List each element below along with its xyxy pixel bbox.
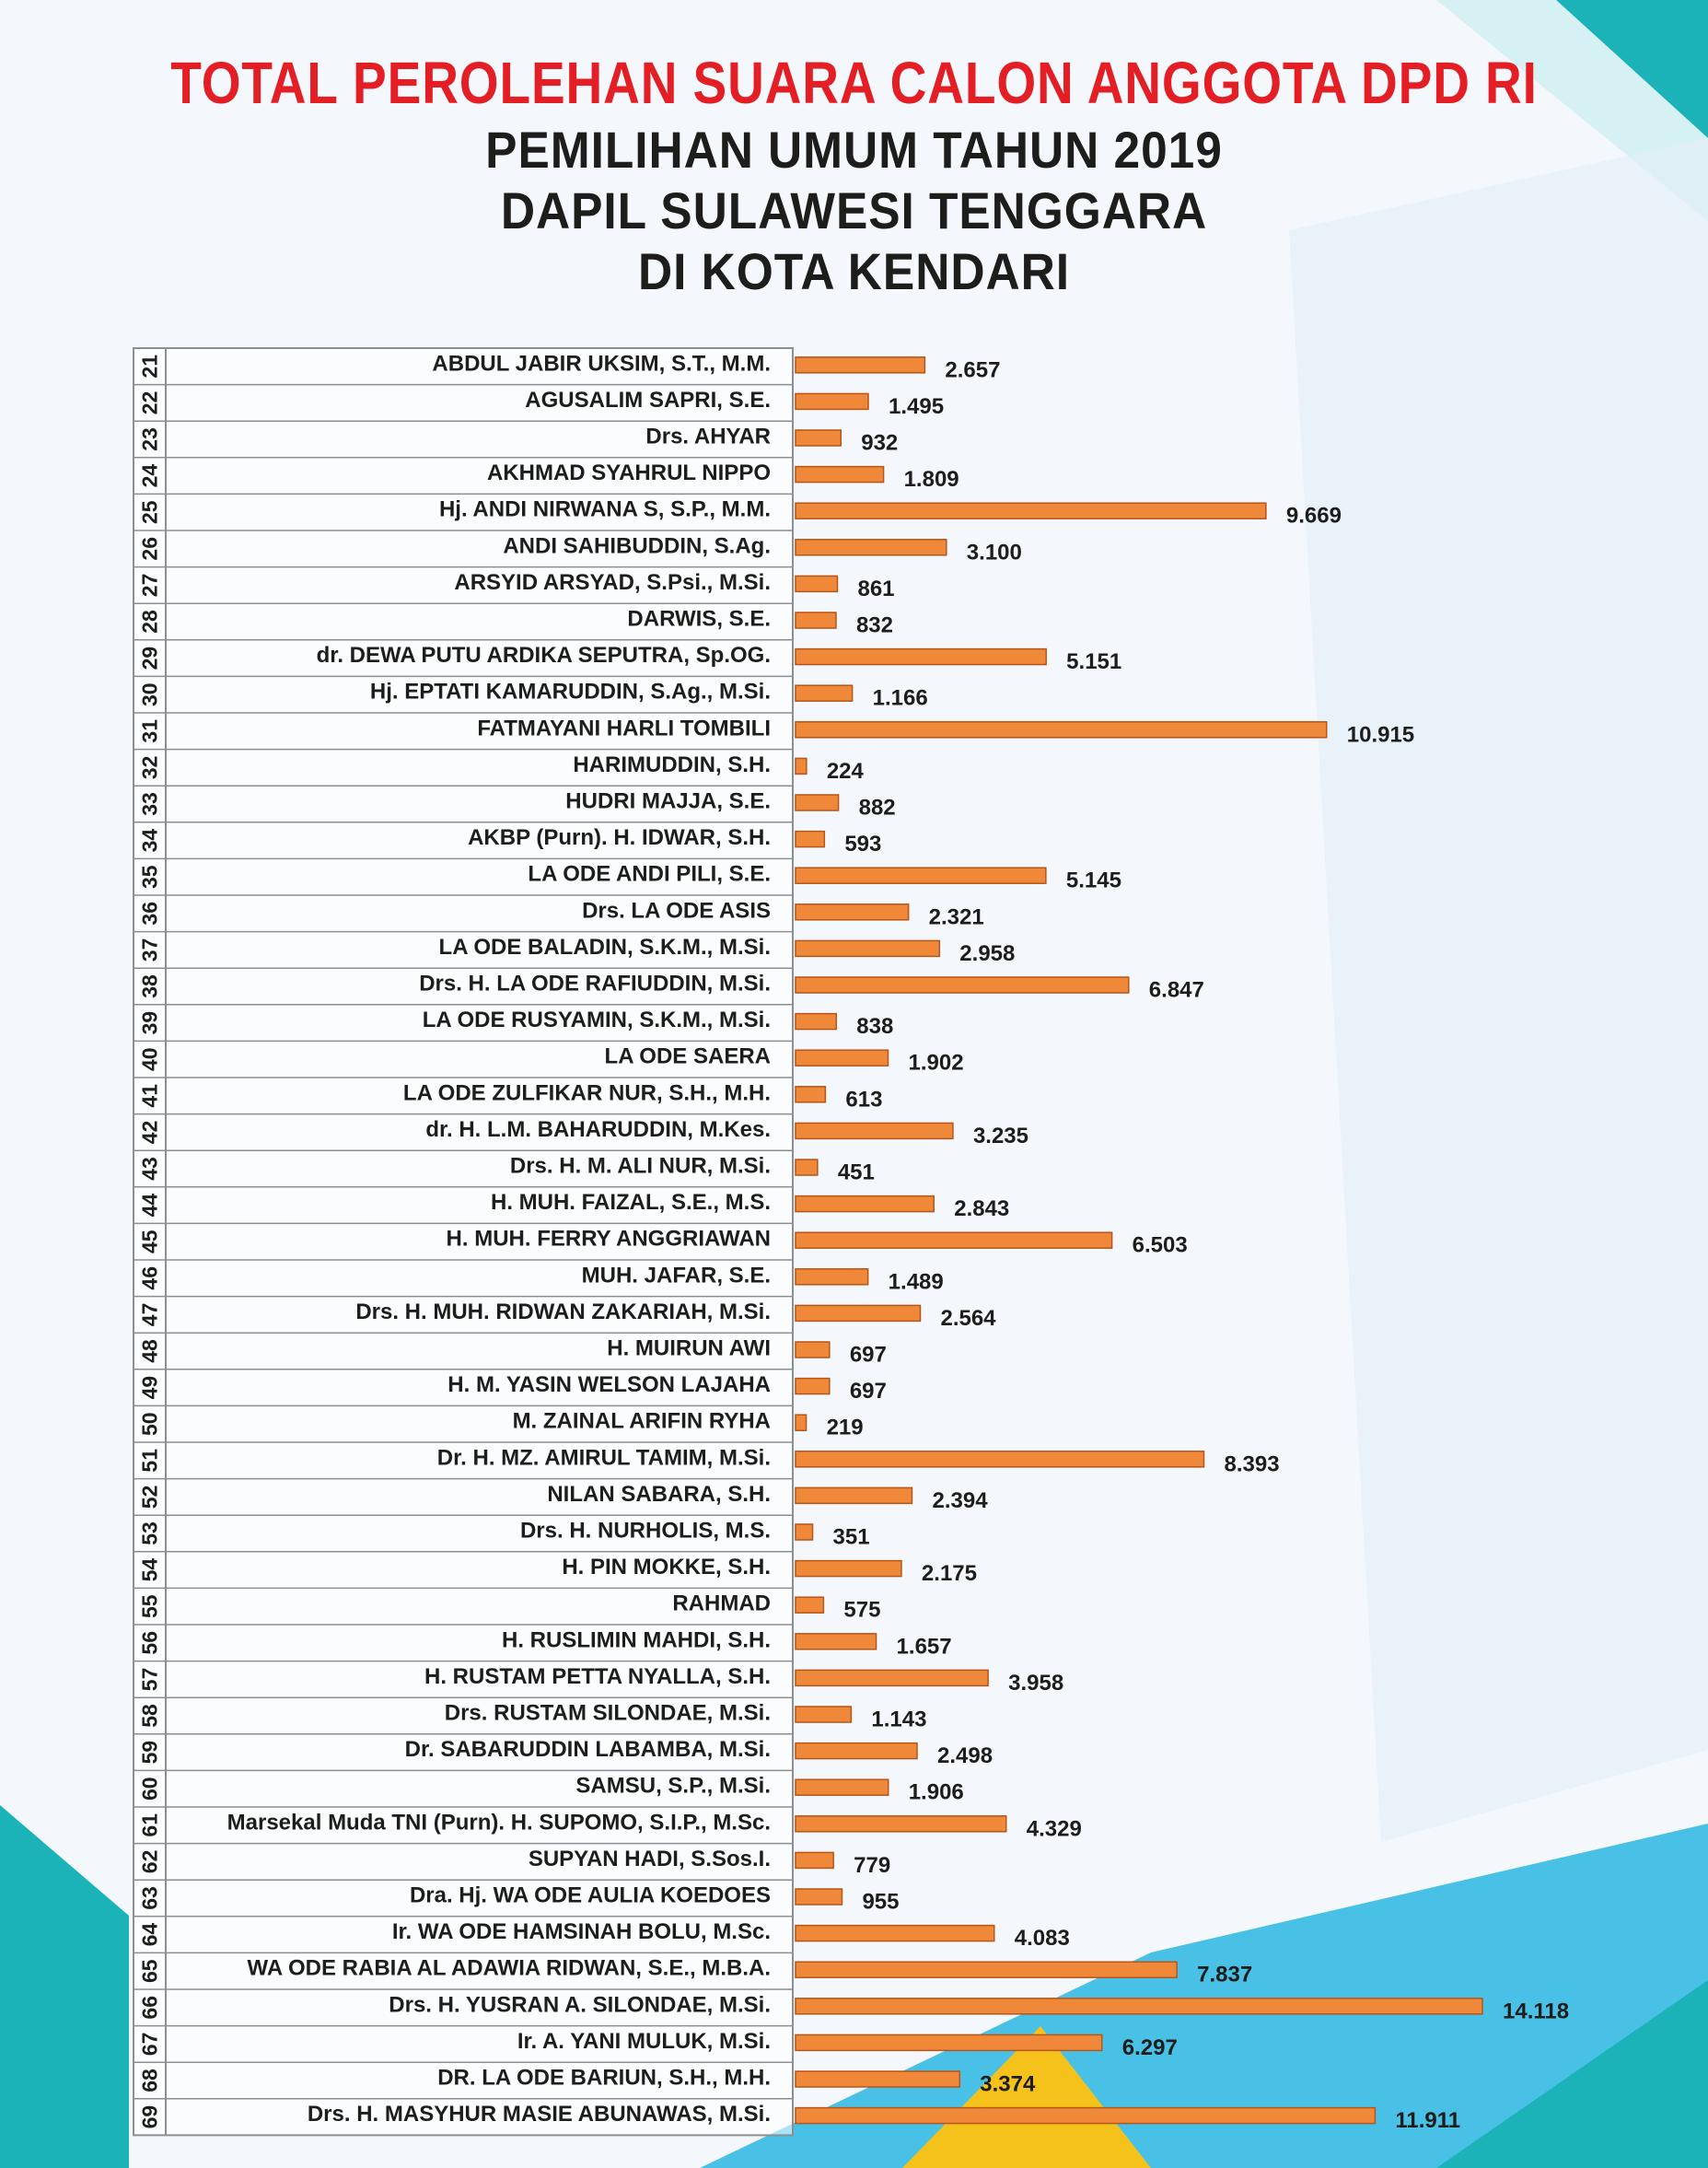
vote-bar [796,1379,830,1394]
vote-bar [796,795,839,810]
vote-bar [796,977,1129,993]
candidate-number: 63 [137,1886,162,1910]
vote-value-label: 613 [845,1087,883,1113]
candidate-number: 68 [137,2069,162,2092]
vote-value-label: 2.958 [959,940,1016,966]
vote-value-label: 697 [849,1342,887,1368]
candidate-number: 37 [137,938,162,962]
vote-value-label: 6.297 [1121,2034,1178,2060]
candidate-name: Dra. Hj. WA ODE AULIA KOEDOES [409,1882,771,1908]
vote-bar [796,1962,1177,1977]
candidate-number: 39 [137,1010,162,1035]
candidate-number: 40 [137,1047,162,1071]
vote-bar [796,1451,1203,1467]
candidate-name: Dr. H. MZ. AMIRUL TAMIM, M.Si. [436,1445,771,1471]
candidate-number: 46 [137,1266,162,1290]
vote-value-label: 2.498 [936,1743,993,1769]
candidate-number: 61 [137,1813,162,1837]
candidate-number: 67 [137,2032,162,2057]
vote-value-label: 882 [858,795,896,821]
candidate-name: FATMAYANI HARLI TOMBILI [477,716,771,741]
candidate-number: 43 [137,1157,162,1181]
candidate-name: LA ODE RUSYAMIN, S.K.M., M.Si. [422,1008,771,1033]
candidate-name: dr. DEWA PUTU ARDIKA SEPUTRA, Sp.OG. [316,643,771,669]
vote-value-label: 838 [856,1014,894,1040]
vote-value-label: 1.657 [896,1634,952,1660]
candidate-name: Ir. A. YANI MULUK, M.Si. [517,2028,771,2054]
vote-bar [796,1196,934,1212]
vote-bar [796,758,807,774]
candidate-number: 49 [137,1375,162,1400]
vote-value-label: 219 [826,1415,864,1440]
candidate-name: Drs. LA ODE ASIS [582,898,771,924]
candidate-name: LA ODE BALADIN, S.K.M., M.Si. [438,934,771,960]
candidate-number: 28 [137,610,162,634]
candidate-name: Drs. H. LA ODE RAFIUDDIN, M.Si. [419,971,771,997]
vote-value-label: 861 [857,576,895,601]
vote-value-label: 955 [862,1889,900,1915]
candidate-name: Dr. SABARUDDIN LABAMBA, M.Si. [404,1737,771,1763]
candidate-number: 33 [137,792,162,816]
candidate-name: Drs. RUSTAM SILONDAE, M.Si. [444,1700,771,1726]
vote-value-label: 3.235 [972,1123,1029,1148]
candidate-name: ANDI SAHIBUDDIN, S.Ag. [503,533,771,559]
vote-bar [796,467,884,483]
candidate-name: Drs. H. NURHOLIS, M.S. [519,1518,771,1544]
vote-bar [796,685,853,701]
vote-bar [796,430,841,446]
vote-value-label: 832 [855,612,894,638]
vote-bar [796,1415,807,1430]
vote-value-label: 575 [843,1597,881,1623]
vote-bar [796,1050,889,1066]
vote-bar [796,1160,818,1175]
candidate-name: LA ODE ZULFIKAR NUR, S.H., M.H. [402,1080,771,1106]
candidate-number: 55 [137,1594,162,1618]
vote-value-label: 932 [861,430,899,456]
vote-value-label: 593 [844,832,882,857]
candidate-number: 52 [137,1485,162,1509]
vote-value-label: 1.495 [888,393,945,419]
vote-bar [796,1597,823,1613]
vote-bar [796,1816,1006,1832]
vote-bar [796,1269,868,1285]
vote-bar [796,393,868,409]
candidate-number: 29 [137,646,162,670]
candidate-name: Hj. ANDI NIRWANA S, S.P., M.M. [438,496,771,522]
vote-value-label: 1.906 [908,1779,964,1805]
vote-bar [796,1342,830,1358]
candidate-number: 66 [137,1996,162,2020]
vote-bar [796,503,1266,519]
vote-value-label: 5.151 [1066,649,1122,675]
vote-value-label: 7.837 [1197,1962,1253,1987]
vote-value-label: 1.166 [872,685,928,711]
candidate-name: DR. LA ODE BARIUN, S.H., M.H. [437,2065,771,2091]
candidate-name: WA ODE RABIA AL ADAWIA RIDWAN, S.E., M.B.A. [247,1955,771,1981]
candidate-number: 47 [137,1302,162,1327]
candidate-number: 25 [137,500,162,524]
vote-value-label: 4.329 [1026,1816,1082,1842]
candidate-name: ABDUL JABIR UKSIM, S.T., M.M. [432,351,771,377]
vote-value-label: 2.394 [932,1487,988,1513]
vote-bar [796,1779,889,1795]
vote-value-label: 1.143 [871,1707,927,1732]
candidate-name: Hj. EPTATI KAMARUDDIN, S.Ag., M.Si. [369,679,771,705]
vote-value-label: 4.083 [1014,1926,1070,1952]
vote-value-label: 8.393 [1224,1451,1280,1477]
vote-bar [796,1634,877,1649]
vote-value-label: 3.958 [1008,1670,1064,1696]
candidate-number: 62 [137,1849,162,1874]
vote-bar [796,649,1046,665]
vote-value-label: 351 [832,1524,870,1550]
vote-bar [796,1014,836,1030]
candidate-name: RAHMAD [672,1591,771,1616]
vote-bar [796,357,924,373]
vote-bar [796,576,837,591]
candidate-name: dr. H. L.M. BAHARUDDIN, M.Kes. [425,1116,771,1142]
vote-bar [796,1999,1482,2014]
candidate-name: LA ODE ANDI PILI, S.E. [528,861,771,887]
candidate-name: H. PIN MOKKE, S.H. [562,1555,771,1580]
vote-bar [796,540,947,555]
vote-bar [796,1123,953,1138]
candidate-number: 57 [137,1667,162,1692]
candidate-number: 22 [137,390,162,415]
candidate-name: Drs. H. MUH. RIDWAN ZAKARIAH, M.Si. [355,1299,771,1324]
candidate-name: Drs. H. M. ALI NUR, M.Si. [509,1153,771,1179]
candidate-number: 24 [137,463,162,488]
vote-value-label: 2.657 [945,357,1001,383]
vote-bar [796,722,1327,738]
candidate-name: H. RUSLIMIN MAHDI, S.H. [502,1627,771,1653]
candidate-name: Ir. WA ODE HAMSINAH BOLU, M.Sc. [391,1919,771,1945]
vote-value-label: 1.809 [903,467,959,493]
candidate-name: Drs. AHYAR [645,424,771,449]
candidate-number: 41 [137,1084,162,1108]
vote-bar [796,940,939,956]
candidate-number: 27 [137,573,162,598]
candidate-number: 53 [137,1521,162,1545]
vote-bar [796,1487,912,1503]
vote-value-label: 5.145 [1065,868,1121,893]
vote-value-label: 1.902 [908,1050,964,1076]
candidate-number: 50 [137,1412,162,1436]
candidate-name: ARSYID ARSYAD, S.Psi., M.Si. [454,569,771,595]
candidate-name: AKHMAD SYAHRUL NIPPO [486,460,771,486]
candidate-number: 31 [137,719,162,743]
vote-bar [796,2071,959,2087]
candidate-name: H. MUIRUN AWI [607,1335,771,1361]
candidate-number: 56 [137,1631,162,1655]
candidate-number: 21 [137,355,162,379]
candidate-number: 32 [137,755,162,780]
candidate-number: 35 [137,865,162,889]
candidate-name: MUH. JAFAR, S.E. [581,1263,771,1288]
candidate-number: 51 [137,1449,162,1473]
candidate-number: 34 [137,828,162,853]
vote-value-label: 451 [837,1160,875,1185]
vote-bar [796,2108,1375,2124]
vote-value-label: 697 [849,1379,887,1405]
vote-value-label: 6.503 [1132,1232,1188,1258]
candidate-number: 23 [137,427,162,451]
vote-bar [796,904,909,920]
candidate-number: 64 [137,1922,162,1947]
vote-bar [796,1232,1112,1248]
vote-bar [796,1305,920,1321]
subtitle-line-2: DAPIL SULAWESI TENGGARA [500,181,1208,239]
candidate-number: 42 [137,1120,162,1145]
vote-value-label: 14.118 [1503,1999,1570,2024]
vote-value-label: 779 [854,1852,891,1878]
vote-bar [796,612,836,628]
candidate-name: H. MUH. FERRY ANGGRIAWAN [446,1226,771,1252]
vote-bar [796,1743,917,1759]
vote-bar [796,1852,833,1868]
candidate-name: SAMSU, S.P., M.Si. [575,1773,771,1799]
candidate-name: SUPYAN HADI, S.Sos.I. [528,1846,771,1871]
vote-value-label: 2.321 [928,904,984,930]
vote-value-label: 3.374 [980,2071,1036,2097]
candidate-number: 69 [137,2104,162,2129]
subtitle-line-3: DI KOTA KENDARI [638,242,1070,300]
vote-bar [796,1707,851,1722]
vote-value-label: 6.847 [1148,977,1204,1003]
vote-bar [796,1524,813,1540]
candidate-name: H. RUSTAM PETTA NYALLA, S.H. [424,1663,771,1689]
candidate-number: 54 [137,1557,162,1582]
chart-title: TOTAL PEROLEHAN SUARA CALON ANGGOTA DPD RI [170,50,1538,116]
candidate-name: H. MUH. FAIZAL, S.E., M.S. [490,1190,771,1216]
candidate-number: 26 [137,537,162,561]
vote-bar [796,868,1046,883]
candidate-name: Drs. H. YUSRAN A. SILONDAE, M.Si. [389,1992,771,2018]
vote-bar [796,1670,988,1685]
candidate-number: 60 [137,1777,162,1801]
vote-value-label: 2.843 [954,1196,1010,1222]
vote-bar [796,1087,825,1102]
candidate-name: AKBP (Purn). H. IDWAR, S.H. [468,825,771,851]
vote-value-label: 9.669 [1285,503,1342,529]
vote-value-label: 10.915 [1346,722,1415,748]
candidate-name: M. ZAINAL ARIFIN RYHA [512,1408,771,1434]
candidate-number: 44 [137,1193,162,1218]
candidate-number: 38 [137,974,162,998]
candidate-number: 59 [137,1740,162,1765]
candidate-number: 45 [137,1230,162,1253]
vote-value-label: 2.564 [940,1305,996,1331]
candidate-name: Drs. H. MASYHUR MASIE ABUNAWAS, M.Si. [307,2102,771,2127]
vote-bar [796,1889,842,1905]
vote-bar [796,1561,901,1577]
subtitle-line-1: PEMILIHAN UMUM TAHUN 2019 [485,121,1223,179]
candidate-name: H. M. YASIN WELSON LAJAHA [447,1372,771,1398]
vote-value-label: 224 [826,758,864,784]
candidate-name: Marsekal Muda TNI (Purn). H. SUPOMO, S.I.P., M.Sc. [227,1810,771,1836]
candidate-name: LA ODE SAERA [604,1043,771,1069]
candidate-name: DARWIS, S.E. [627,606,771,632]
candidate-number: 36 [137,902,162,926]
vote-value-label: 1.489 [888,1269,944,1295]
candidate-name: HARIMUDDIN, S.H. [573,752,771,777]
vote-value-label: 11.911 [1395,2108,1461,2134]
candidate-number: 30 [137,682,162,706]
vote-bar [796,832,824,847]
candidate-name: HUDRI MAJJA, S.E. [565,788,771,814]
candidate-number: 65 [137,1959,162,1983]
candidate-number: 48 [137,1339,162,1363]
candidate-name: NILAN SABARA, S.H. [547,1481,771,1507]
vote-value-label: 2.175 [921,1561,977,1587]
candidate-name: AGUSALIM SAPRI, S.E. [525,387,771,413]
candidate-number: 58 [137,1704,162,1728]
vote-value-label: 3.100 [966,540,1022,565]
vote-bar [796,2034,1102,2050]
vote-bar [796,1926,994,1941]
